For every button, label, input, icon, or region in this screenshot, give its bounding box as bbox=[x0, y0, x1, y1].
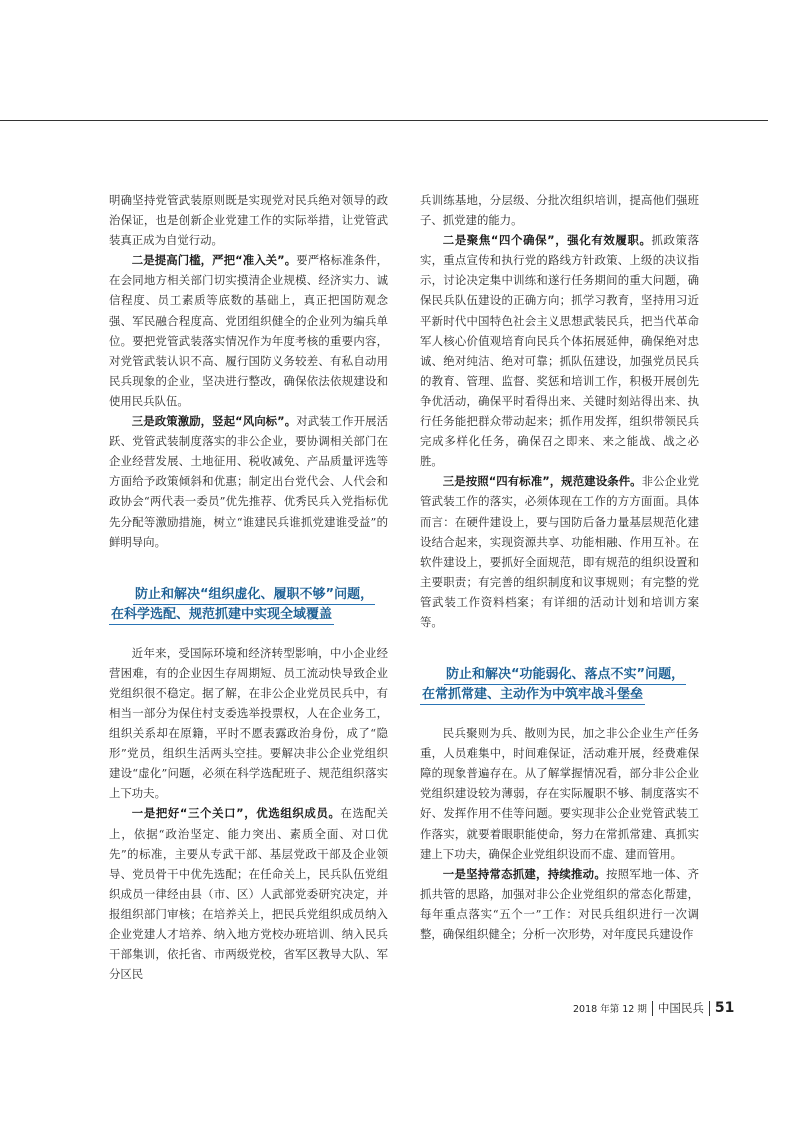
paragraph-body: 抓政策落实，重点宣传和执行党的路线方针政策、上级的决议指示，讨论决定集中训练和遂行任务期间的重大问题，确保民兵队伍建设的正确方向；抓学习教育，坚持用习近平新时代中国特色社会主义思想武装民兵，把当代革命军人核心价值观培育向民兵个体拓展延伸，确保绝对忠诚、绝对纯洁、绝对可靠；抓队伍建设，加强党员民兵的教育、管理、监督、奖惩和培训工作，积极开展创先争优活动，确保平时看得出来、关键时刻站得出来、执行任务能把群众带动起来；抓作用发挥，组织带领民兵完成多样化任务，确保召之即来、来之能战、战之必胜。 bbox=[420, 233, 699, 469]
section-heading-coverage bbox=[109, 585, 388, 625]
issue-label: 2018 年第 12 期 bbox=[573, 1004, 647, 1015]
paragraph-lead: 一是把好“三个关口”，优选组织成员。 bbox=[131, 806, 341, 821]
footer-divider bbox=[652, 1001, 653, 1016]
paragraph-body: 非公企业党管武装工作的落实，必须体现在工作的方方面面。具体而言：在硬件建设上，要与国防后备力量基层规范化建设结合起来，实现资源共享、功能相融、作用互补。在软件建设上，要抓好全面规范，即有规范的组织设置和主要职责；有完善的组织制度和议事规则；有完整的党管武装工作资料档案；有详细的活动计划和培训方案等。 bbox=[420, 474, 699, 629]
paragraph-lead: 一是坚持常态抓建，持续推动。 bbox=[442, 866, 606, 881]
section-heading-line2: 在科学选配、规范抓建中实现全域覆盖 bbox=[109, 605, 334, 625]
paragraph-body: 对武装工作开展活跃、党管武装制度落实的非公企业，要协调相关部门在企业经营发展、土地征用、税收减免、产品质量评选等方面给予政策倾斜和优惠；制定出台党代会、人代会和政协会“两代表一委员”优先推荐、优秀民兵入党指标优先分配等激励措施，树立“谁建民兵谁抓党建谁受益”的鲜明导向。 bbox=[109, 414, 388, 549]
paragraph-normal-state bbox=[420, 864, 699, 944]
paragraph-body: 要严格标准条件，在会同地方相关部门切实摸清企业规模、经济实力、诚信程度、员工素质等底数的基础上，真正把国防观念强、军民融合程度高、党团组织健全的企业列为编兵单位。要把党管武装落实情况作为年度考核的重要内容，对党管武装认识不高、履行国防义务较差、有私自动用民兵现象的企业，坚决进行整改，确保依法依规建设和使用民兵队伍。 bbox=[109, 253, 388, 408]
footer-divider bbox=[709, 1001, 710, 1016]
paragraph-lead: 三是按照“四有标准”，规范建设条件。 bbox=[442, 474, 642, 489]
paragraph-body: 在选配关上，依据“政治坚定、能力突出、素质全面、对口优先”的标准，主要从专武干部、基层党政干部及企业领导、党员骨干中优先选配；在任命关上，民兵队伍党组织成员一律经由县（市、区）人武部党委研究决定，并报组织部门审核；在培养关上，把民兵党组织成员纳入企业党建人才培养、纳入地方党校办班培训、纳入民兵干部集训，依托省、市两级党校，省军区教导大队、军分区民 bbox=[109, 806, 388, 982]
paragraph-incentive bbox=[109, 411, 388, 552]
paragraph-background: 近年来，受国际环境和经济转型影响，中小企业经营困难，有的企业因生存周期短、员工流动快导致企业党组织很不稳定。据了解，在非公企业党员民兵中，有相当一部分为保住村支委选举投票权，人在企业务工，组织关系却在原籍，平时不愿表露政治身份，成了“隐形”党员，组织生活两头空挂。要解决非公企业党组织建设“虚化”问题，必须在科学选配班子、规范组织落实上下功夫。 bbox=[109, 645, 388, 801]
paragraph-four-ensures bbox=[420, 230, 699, 471]
section-heading-fortress bbox=[420, 665, 699, 705]
paragraph-threshold bbox=[109, 250, 388, 411]
top-rule bbox=[0, 120, 768, 121]
intro-paragraph: 明确坚持党管武装原则既是实现党对民兵绝对领导的政治保证，也是创新企业党建工作的实际举措，让党管武装真正成为自觉行动。 bbox=[109, 193, 388, 248]
paragraph-four-standards bbox=[420, 471, 699, 632]
continued-paragraph: 兵训练基地，分层级、分批次组织培训，提高他们强班子、抓党建的能力。 bbox=[420, 193, 699, 228]
paragraph-lead: 二是提高门槛，严把“准入关”。 bbox=[131, 253, 297, 268]
section-heading-line1: 防止和解决“功能弱化、落点不实”问题， bbox=[444, 665, 686, 685]
page-number: 51 bbox=[714, 1000, 735, 1016]
left-column bbox=[109, 190, 388, 984]
section-heading-line1: 防止和解决“组织虚化、履职不够”问题， bbox=[133, 585, 375, 605]
magazine-name: 中国民兵 bbox=[657, 1001, 704, 1015]
page-footer bbox=[573, 1000, 734, 1016]
paragraph-three-gates bbox=[109, 803, 388, 984]
paragraph-body: 按照军地一体、齐抓共管的思路，加强对非公企业党组织的常态化帮建，每年重点落实“五个一”工作：对民兵组织进行一次调整，确保组织健全；分析一次形势，对年度民兵建设作 bbox=[420, 866, 699, 941]
paragraph-lead: 二是聚焦“四个确保”，强化有效履职。 bbox=[442, 233, 652, 248]
section-heading-line2: 在常抓常建、主动作为中筑牢战斗堡垒 bbox=[420, 685, 645, 705]
right-column bbox=[420, 190, 699, 944]
paragraph-lead: 三是政策激励，竖起“风向标”。 bbox=[131, 414, 297, 429]
paragraph-situation: 民兵聚则为兵、散则为民，加之非公企业生产任务重，人员难集中，时间难保证，活动难开展，经费难保障的现象普遍存在。从了解掌握情况看，部分非公企业党组织建设较为薄弱，存在实际履职不够、制度落实不好、发挥作用不佳等问题。要实现非公企业党管武装工作落实，就要着眼职能使命，努力在常抓常建、真抓实建上下功夫，确保企业党组织设而不虚、建而管用。 bbox=[420, 726, 699, 861]
